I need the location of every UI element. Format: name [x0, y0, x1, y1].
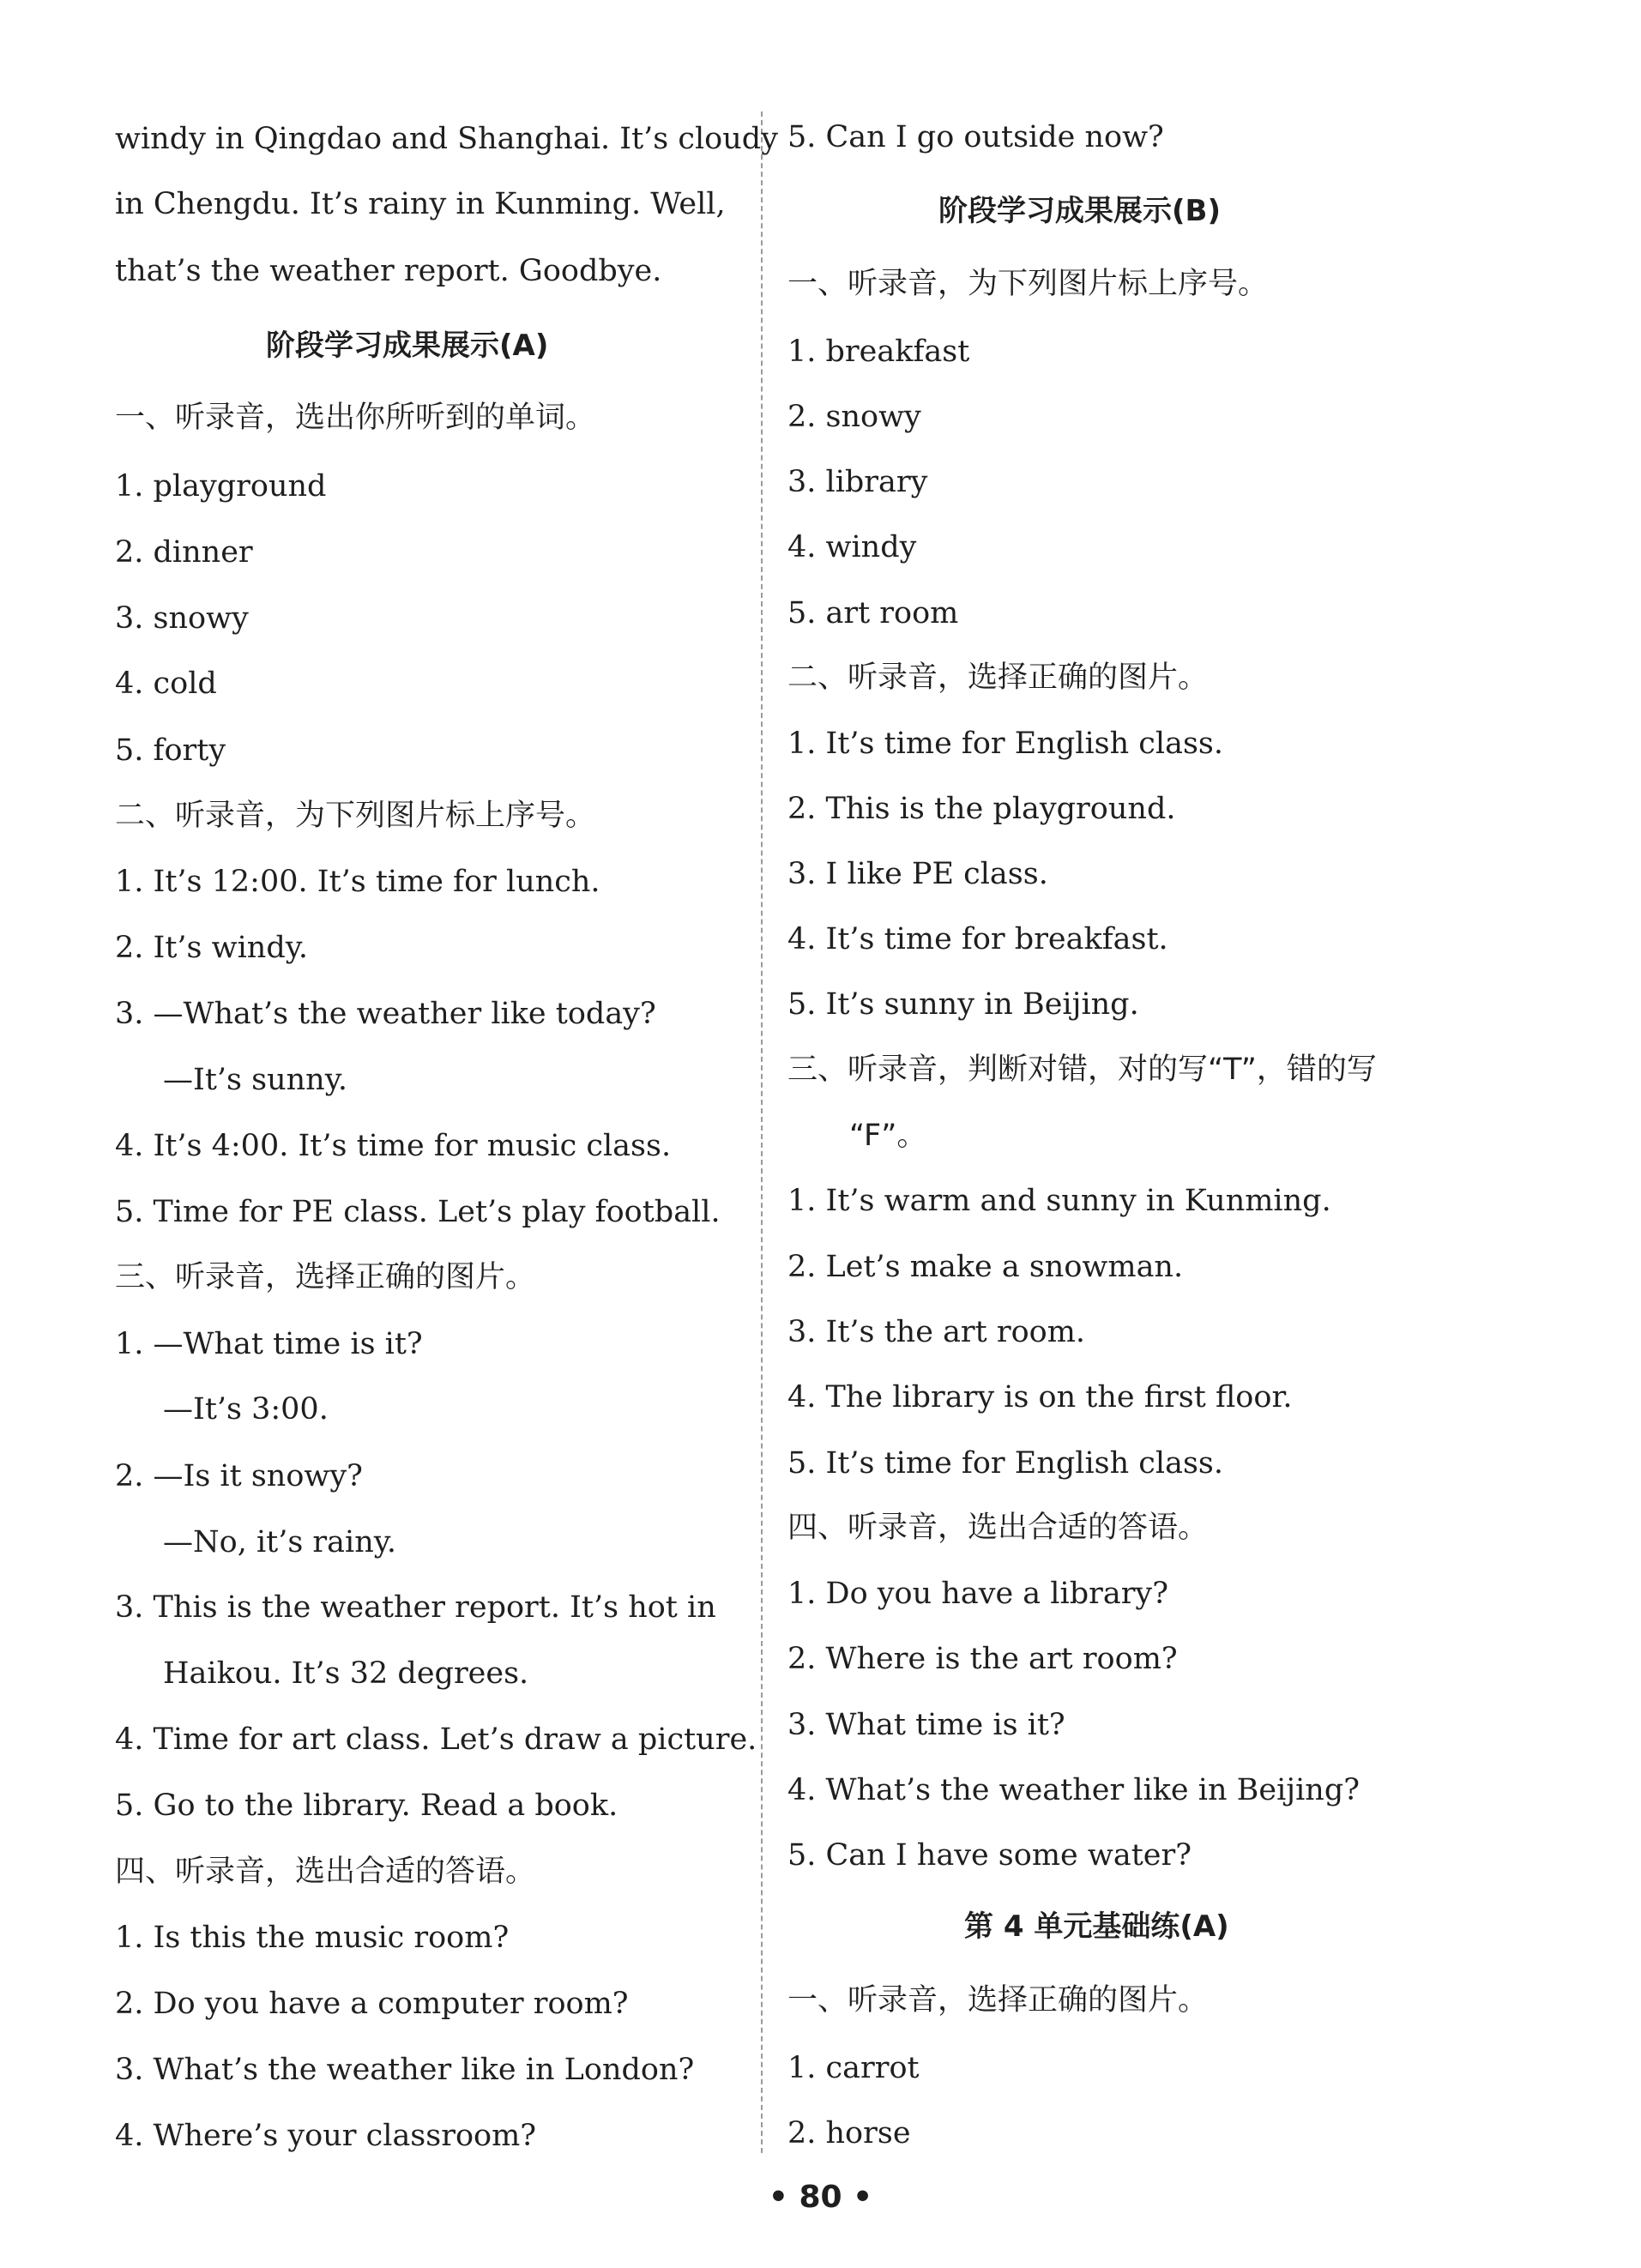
list-item: 4. It’s 4:00. It’s time for music class. [115, 1129, 672, 1163]
list-item: 3. It’s the art room. [787, 1315, 1086, 1349]
list-item: 4. It’s time for breakfast. [787, 922, 1168, 956]
section-heading: 三、听录音，选择正确的图片。 [115, 1260, 536, 1294]
list-item: 4. The library is on the first floor. [787, 1380, 1293, 1414]
list-item: 2. horse [787, 2116, 911, 2150]
section-heading: 一、听录音，为下列图片标上序号。 [787, 267, 1269, 301]
list-item: 3. —What’s the weather like today? [115, 997, 656, 1031]
list-item: 2. snowy [787, 400, 921, 434]
list-item: 4. What’s the weather like in Beijing? [787, 1773, 1360, 1807]
list-item: 5. forty [115, 733, 226, 768]
section-heading: 二、听录音，为下列图片标上序号。 [115, 799, 596, 833]
list-item: 1. It’s time for English class. [787, 727, 1224, 761]
list-item: 4. Where’s your classroom? [115, 2119, 537, 2153]
intro-line: in Chengdu. It’s rainy in Kunming. Well, [115, 187, 726, 221]
list-item: 1. It’s warm and sunny in Kunming. [787, 1184, 1331, 1218]
list-item: 2. This is the playground. [787, 792, 1176, 826]
section-heading: 一、听录音，选择正确的图片。 [787, 1983, 1209, 2018]
list-item: 5. Go to the library. Read a book. [115, 1788, 618, 1823]
list-item: 4. Time for art class. Let’s draw a picture. [115, 1722, 757, 1757]
section-heading: 一、听录音，选出你所听到的单词。 [115, 401, 596, 435]
section-heading: 三、听录音，判断对错，对的写“T”，错的写 [787, 1053, 1377, 1087]
page-number: • 80 • [768, 2180, 873, 2215]
list-item: 2. Let’s make a snowman. [787, 1250, 1184, 1284]
list-item: 3. library [787, 465, 928, 499]
list-item: 1. carrot [787, 2051, 920, 2085]
list-item: 5. It’s time for English class. [787, 1446, 1224, 1481]
list-item-continued: Haikou. It’s 32 degrees. [163, 1656, 529, 1691]
list-item: 1. breakfast [787, 335, 970, 369]
section-title-b: 阶段学习成果展示(B) [938, 194, 1221, 228]
list-item: 1. Is this the music room? [115, 1921, 510, 1955]
list-item: 1. playground [115, 469, 327, 504]
list-item: 4. cold [115, 667, 217, 701]
list-item: 5. Time for PE class. Let’s play football. [115, 1195, 721, 1229]
list-item: 1. Do you have a library? [787, 1577, 1168, 1611]
list-item: 1. It’s 12:00. It’s time for lunch. [115, 865, 600, 899]
list-item: 2. —Is it snowy? [115, 1459, 363, 1493]
section-title-a: 阶段学习成果展示(A) [266, 329, 549, 363]
list-item: 3. This is the weather report. It’s hot in [115, 1590, 716, 1625]
list-item: 5. art room [787, 596, 959, 630]
column-divider [761, 112, 763, 2153]
section-heading: 二、听录音，选择正确的图片。 [787, 660, 1209, 695]
list-item: 2. It’s windy. [115, 931, 308, 965]
list-item: 5. Can I have some water? [787, 1838, 1192, 1873]
list-item: 3. What’s the weather like in London? [115, 2053, 695, 2087]
list-item: 3. What time is it? [787, 1708, 1065, 1742]
list-item: 5. It’s sunny in Beijing. [787, 987, 1139, 1022]
section-heading: 四、听录音，选出合适的答语。 [787, 1511, 1209, 1545]
unit-title: 第 4 单元基础练(A) [964, 1909, 1229, 1944]
list-item: 5. Can I go outside now? [787, 120, 1164, 154]
list-item: 4. windy [787, 530, 917, 564]
intro-line: windy in Qingdao and Shanghai. It’s cloudy [115, 122, 778, 156]
list-item-continued: —No, it’s rainy. [163, 1525, 397, 1559]
list-item: 1. —What time is it? [115, 1327, 423, 1361]
list-item: 3. I like PE class. [787, 857, 1048, 891]
section-heading-continued: “F”。 [849, 1119, 927, 1153]
list-item-continued: —It’s 3:00. [163, 1392, 329, 1427]
list-item: 2. dinner [115, 535, 253, 570]
list-item: 2. Do you have a computer room? [115, 1987, 629, 2021]
section-heading: 四、听录音，选出合适的答语。 [115, 1855, 536, 1889]
list-item-continued: —It’s sunny. [163, 1063, 347, 1097]
list-item: 3. snowy [115, 601, 249, 636]
intro-line: that’s the weather report. Goodbye. [115, 254, 662, 288]
list-item: 2. Where is the art room? [787, 1642, 1178, 1676]
